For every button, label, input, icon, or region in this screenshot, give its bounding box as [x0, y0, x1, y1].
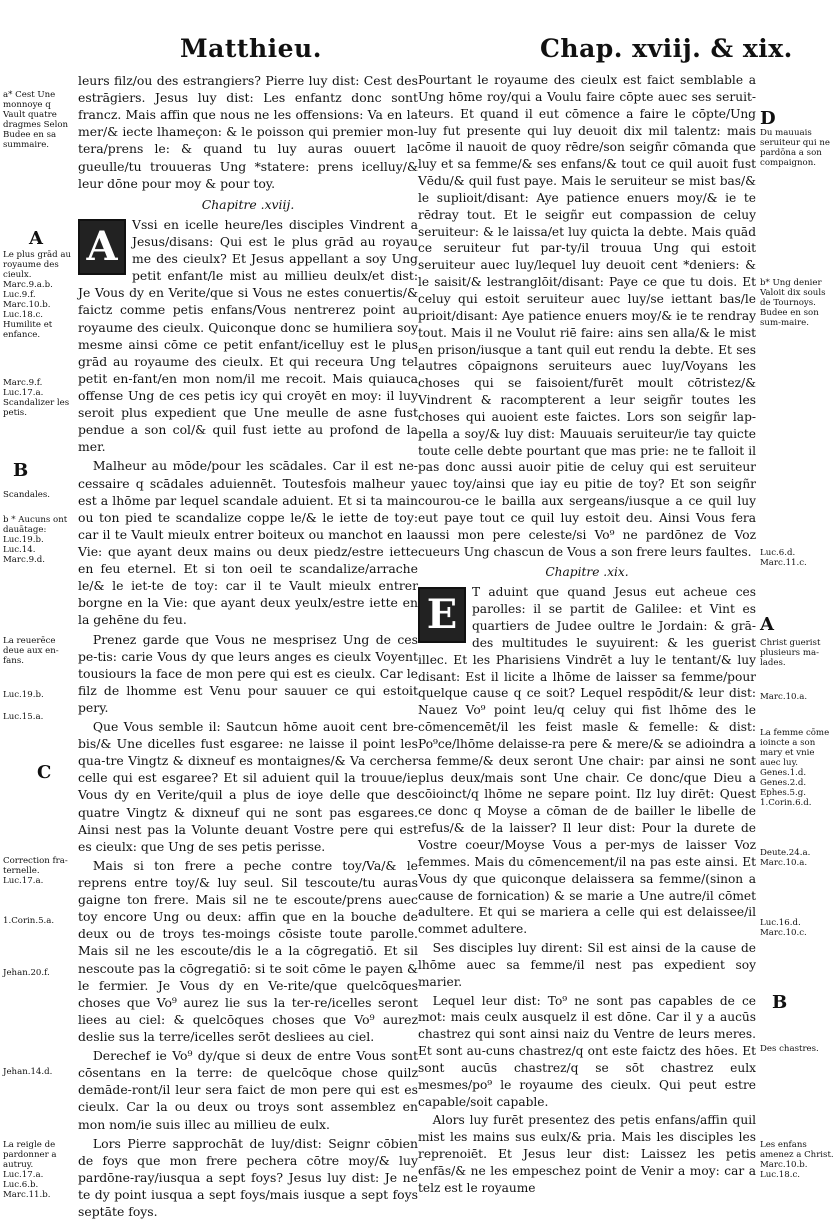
margin-note: Deute.24.a. Marc.10.a.: [760, 848, 811, 868]
margin-note: Scandales.: [3, 490, 50, 500]
paragraph: Malheur au mōde/pour les scādales. Car il est ne-cessaire q scādales aduiennēt. Toutesfois malheur y est a lhōme par lequel scandale aduient. Et si ta main ou ton pied te scandalize coppe le/& le iette de toy: car il te Vault mieulx entrer boiteux ou manchot en la Vie: que ayant deux mains ou deux piedz/estre iette en feu eternel. Et si ton oeil te scandalize/arrache le/& le iet-te de toy: car il te Vault mieulx entrer borgne en la Vie: que ayant deux yeulx/estre iette en la gehēne du feu.: [78, 458, 418, 628]
margin-note: Correction fra-ternelle. Luc.17.a.: [3, 856, 68, 886]
decorated-initial: A: [78, 219, 126, 275]
chapter-heading: Chapitre .xviij.: [201, 196, 295, 212]
paragraph: Lequel leur dist: To⁹ ne sont pas capables de ce mot: mais ceulx ausquelz il est dōne. Car il y a aucūs chastrez qui sont ainsi naiz du Ventre de leurs meres. Et sont au-cuns chastrez/q ont este faictz des hōes. Et sont aucūs chastrez/q se sōt chastrez eulx mesmes/po⁹ le royaume des cieulx. Qui peut estre capable/soit capable.: [418, 993, 756, 1109]
margin-note: Les enfans amenez a Christ. Marc.10.b. Luc.18.c.: [760, 1140, 834, 1180]
margin-note: La femme cōme ioincte a son mary et vnie auec luy. Genes.1.d. Genes.2.d. Ephes.5.g. 1.Corin.6.d.: [760, 728, 830, 808]
margin-note: b * Aucuns ont dauātage: Luc.19.b. Luc.14. Marc.9.d.: [3, 515, 68, 565]
paragraph: leurs filz/ou des estrangiers? Pierre luy dist: Cest des estrāgiers. Jesus luy dist: Les enfantz donc sont francz. Mais affin que nous ne les offensions: Va en la mer/& iecte lhameçon: & le poisson qui premier mon-tera/prens le: & quand tu luy auras ouuert la gueulle/tu trouueras Ung *statere: prens icelluy/& leur dōne pour moy & pour toy.: [78, 73, 418, 191]
margin-note: La reigle de pardonner a autruy. Luc.17.a. Luc.6.b. Marc.11.b.: [3, 1140, 57, 1200]
margin-note: Des chastres.: [760, 1044, 819, 1054]
left-text-column: [78, 72, 418, 1222]
margin-note: Luc.16.d. Marc.10.c.: [760, 918, 807, 938]
margin-note: Luc.6.d. Marc.11.c.: [760, 548, 807, 568]
paragraph: Prenez garde que Vous ne mesprisez Ung de ces pe-tis: carie Vous dy que leurs anges es cieulx Voyent tousiours la face de mon pere qui est es cieulx. Car le filz de lhomme est Venu pour sauuer ce qui estoit pery.: [78, 631, 418, 715]
margin-note: Jehan.20.f.: [3, 968, 50, 978]
margin-note: a* Cest Une monnoye q Vault quatre dragmes Selon Budee en sa summaire.: [3, 90, 69, 150]
margin-note: La reuerēce deue aux en-fans.: [3, 636, 59, 666]
margin-note: Marc.10.a.: [760, 692, 808, 702]
paragraph: Ses disciples luy dirent: Sil est ainsi de la cause de lhōme auec sa femme/il nest pas expedient soy marier.: [418, 941, 756, 989]
margin-note: Luc.15.a.: [3, 712, 44, 722]
right-text-column: [418, 72, 756, 1199]
margin-note: Luc.19.b.: [3, 690, 44, 700]
section-letter: D: [760, 108, 776, 129]
decorated-initial: E: [418, 587, 466, 643]
paragraph: Que Vous semble il: Sautcun hōme auoit cent bre-bis/& Une dicelles fust esgaree: ne laisse il point les qua-tre Vingtz & dixneuf es montaignes/& Va cercher celle qui est esgaree? Et sil aduient quil la trouue/ie Vous dy en Verite/quil a plus de ioye delle que des quatre Vingtz & dixneuf qui ne sont pas esgarees. Ainsi nest pas la Volunte deuant Vostre pere qui est es cieulx: que Ung de ses petis perisse.: [78, 719, 418, 854]
paragraph: Alors luy furēt presentez des petis enfans/affin quil mist les mains sus eulx/& pria. Mais les disciples les reprenoiēt. Et Jesus leur dist: Laissez les petis enfās/& ne les empeschez point de Venir a moy: car a telz est le royaume: [418, 1113, 756, 1195]
section-letter: B: [13, 460, 29, 481]
margin-note: b* Ung denier Valoit dix souls de Tournoys. Budee en son sum-maire.: [760, 278, 826, 328]
section-letter: B: [772, 992, 788, 1013]
section-letter: C: [37, 762, 52, 783]
paragraph: Mais si ton frere a peche contre toy/Va/& le reprens entre toy/& luy seul. Sil tescoute/tu auras gaigne ton frere. Mais sil ne te escoute/prens auec toy encore Ung ou deux: affin que en la bouche de deux ou de troys tes-moings cōsiste toute parolle. Mais sil ne les escoute/dis le a la cōgregatiō. Et sil nescoute pas la cōgregatiō: si te soit cōme le payen & le fermier. Je Vous dy en Ve-rite/que quelcōques choses que Vo⁹ aurez lie sus la ter-re/icelles seront liees au ciel: & quelcōques choses que Vo⁹ aurez deslie sus la terre/icelles serōt desliees au ciel.: [78, 857, 418, 1045]
running-head-left: Matthieu.: [180, 34, 322, 63]
section-letter: A: [760, 614, 774, 635]
section-letter: A: [29, 228, 43, 249]
paragraph: Lors Pierre sapprochāt de luy/dist: Seignr cōbien de foys que mon frere pechera cōtre moy/& luy pardōne-ray/iusqua a sept foys? Jesus luy dist: Je ne te dy point iusqua a sept foys/mais iusque a sept foys septāte foys.: [78, 1135, 418, 1220]
paragraph: Pourtant le royaume des cieulx est faict semblable a Ung hōme roy/qui a Voulu faire cōpte auec ses seruit-teurs. Et quand il eut cōmence a faire le cōpte/Ung luy fut presente qui luy deuoit dix mil talentz: mais cōme il nauoit de quoy rēdre/son seigñr cōmanda que luy et sa femme/& ses enfans/& tout ce quil auoit fust Vēdu/& quil fust paye. Mais le seruiteur se mist bas/& le suplioit/disant: Aye patience enuers moy/& ie te rēdray tout. Et le seigñr eut compassion de celuy seruiteur: & le laissa/et luy quicta la debte. Mais quād ce seruiteur fut par-ty/il trouua Ung qui estoit seruiteur auec luy/lequel luy deuoit cent *deniers: & le saisit/& lestranglōit/disant: Paye ce que tu dois. Et celuy qui estoit seruiteur auec luy/se iettant bas/le prioit/disant: Aye patience enuers moy/& ie te rendray tout. Mais il ne Voulut riē faire: ains sen alla/& le mist en prison/iusque a tant quil eut rendu la debte. Et ses autres cōpaignons seruiteurs auec luy/Voyans les choses qui se faisoient/furēt moult cōtristez/& Vindrent & racompterent a leur seigñr toutes les choses qui auoient este faictes. Lors son seigñr lap-pella a soy/& luy dist: Mauuais seruiteur/ie tay quicte toute celle debte pourtant que mas prie: ne te falloit il pas donc aussi auoir pitie de celuy qui est seruiteur auec toy/ainsi que iay eu pitie de toy? Et son seigñr courou-ce le bailla aux sergeans/iusque a ce quil luy eut paye tout ce quil luy estoit deu. Ainsi Vous fera aussi mon pere celeste/si Vo⁹ ne pardōnez de Voz cueurs Ung chascun de Vous a son frere leurs faultes.: [418, 73, 756, 559]
chapter-heading: Chapitre .xix.: [545, 565, 629, 580]
margin-note: Christ guerist plusieurs ma-lades.: [760, 638, 821, 668]
margin-note: Jehan.14.d.: [3, 1067, 53, 1077]
paragraph: T aduint que quand Jesus eut acheue ces parolles: il se partit de Galilee: et Vint es quartiers de Judee oultre le Jordain: & grā-des multitudes le suyuirent: & les guerist illec. Et les Pharisiens Vindrēt a luy le tentant/& luy disant: Est il licite a lhōme de laisser sa femme/pour quelque cause q ce soit? Lequel respōdit/& leur dist: Nauez Vo⁹ point leu/q celuy qui fist lhōme des le cōmencemēt/il les feist masle & femelle: & dist: Po⁹ce/lhōme delaisse-ra pere & mere/& se adioindra a sa femme/& deux seront Une chair: par ainsi ne sont plus deux/mais sont Une chair. Ce donc/que Dieu a cōioinct/q lhōme ne separe point. Ilz luy dirēt: Quest ce donc q Moyse a cōman de de bailler le libelle de refus/& de la laisser? Il leur dist: Pour la durete de Vostre coeur/Moyse Vous a per-mys de laisser Voz femmes. Mais du cōmencement/il na pas este ainsi. Et Vous dy que quiconque delaissera sa femme/(sinon a cause de fornication) & se marie a Une autre/il cōmet adultere. Et qui se mariera a celle qui est delaissee/il commet adultere.: [418, 585, 756, 937]
margin-note: Le plus grād au royaume des cieulx. Marc.9.a.b. Luc.9.f. Marc.10.b. Luc.18.c. Humilite et enfance.: [3, 250, 72, 340]
margin-note: Du mauuais seruiteur qui ne pardōna a son compaignon.: [760, 128, 830, 168]
running-head-right: Chap. xviij. & xix.: [540, 34, 793, 63]
margin-note: Marc.9.f. Luc.17.a. Scandalizer les petis.: [3, 378, 70, 418]
paragraph: Derechef ie Vo⁹ dy/que si deux de entre Vous sont cōsentans en la terre: de quelcōque chose quilz demāde-ront/il leur sera faict de mon pere qui est es cieulx. Car la ou deux ou troys sont assemblez en mon nom/ie suis illec au millieu de eulx.: [78, 1048, 418, 1132]
margin-note: 1.Corin.5.a.: [3, 916, 55, 926]
paragraph: Vssi en icelle heure/les disciples Vindrent a Jesus/disans: Qui est le plus grād au royau me des cieulx? Et Jesus appellant a soy Ung petit enfant/le mist au millieu deulx/et dist: Je Vous dy en Verite/que si Vous ne estes conuertis/& faictz comme petis enfans/Vous nentrerez point au royaume des cieulx. Quiconque donc se humiliera soy mesme ainsi cōme ce petit enfant/icelluy est le plus grād au royaume des cieulx. Et qui receura Ung tel petit en-fant/en mon nom/il me recoit. Mais quiauca offense Ung de ces petis icy qui croyēt en moy: il luy seroit plus expedient que Une meulle de asne fust pendue a son col/& quil fust iette au profond de la mer.: [78, 216, 418, 455]
